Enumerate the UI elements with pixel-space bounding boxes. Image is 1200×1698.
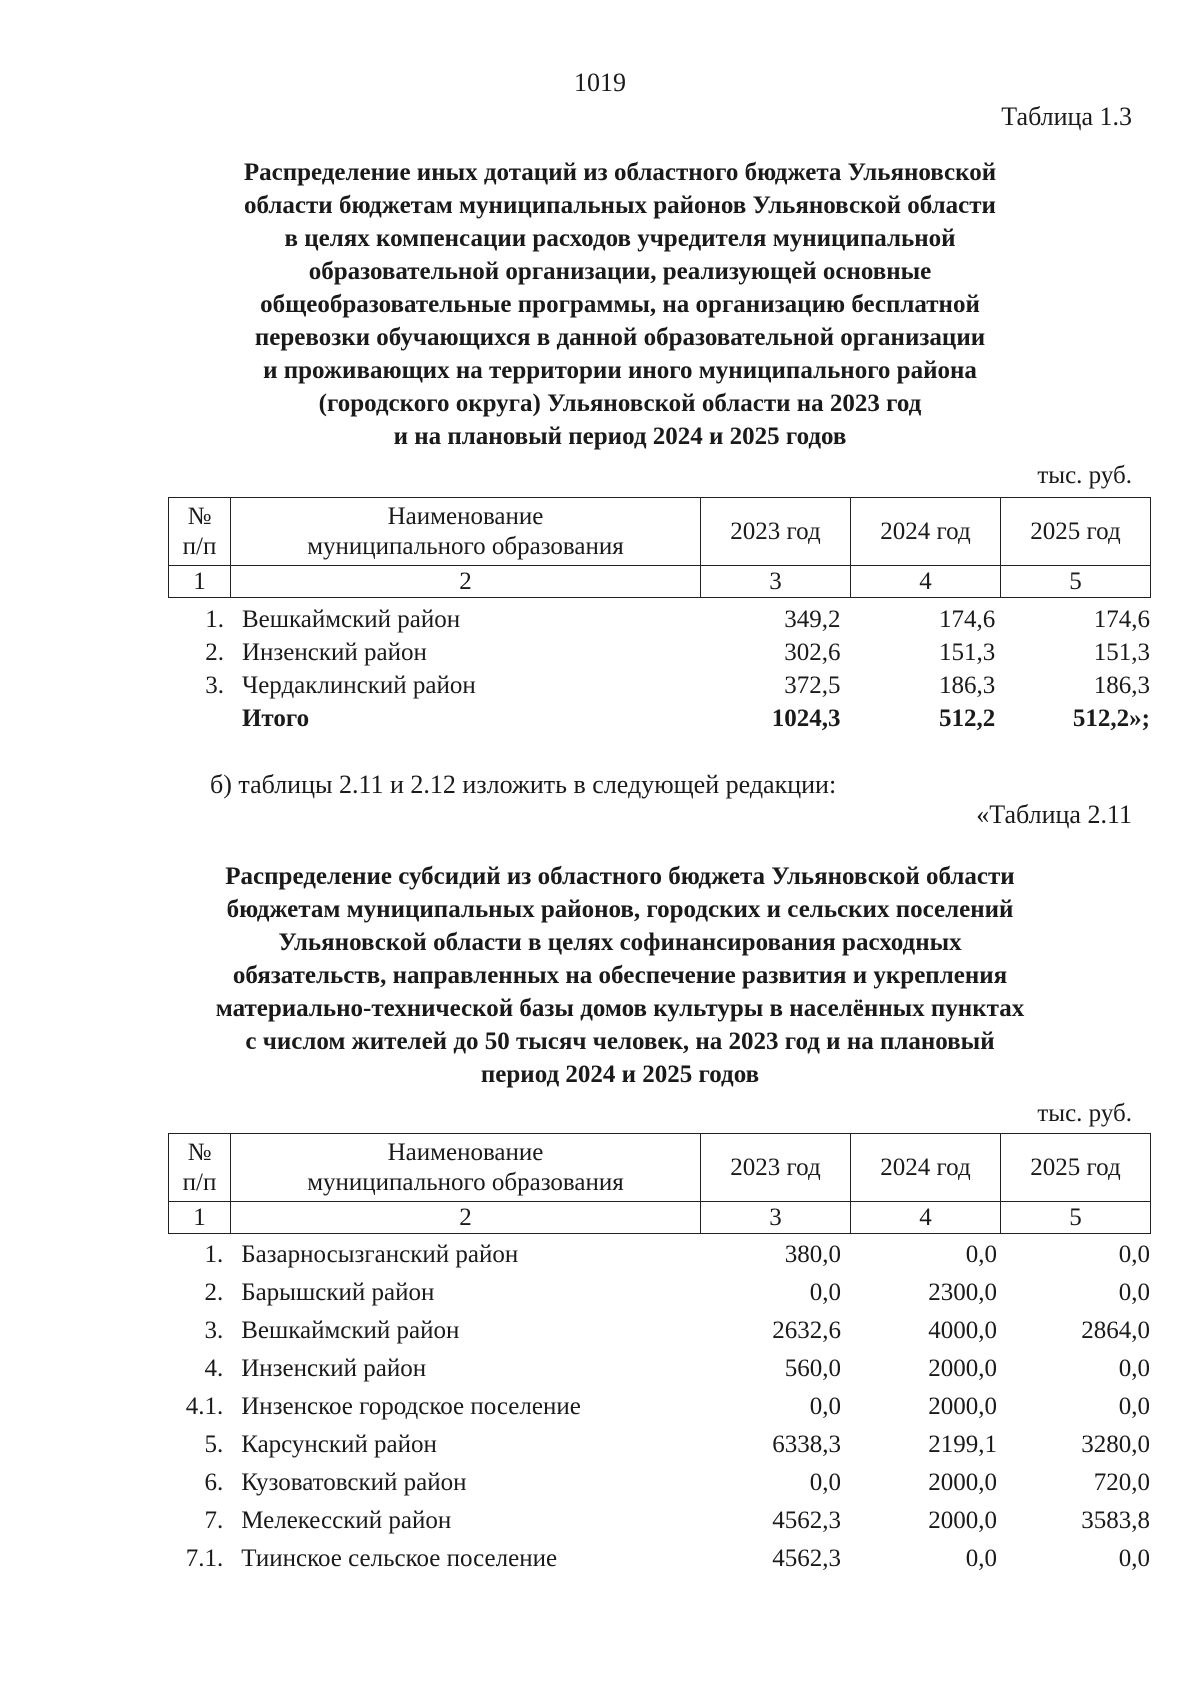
row-2024: 2300,0 xyxy=(928,1279,998,1306)
row-name: Кузоватовский район xyxy=(241,1469,467,1496)
row-num: 2. xyxy=(204,1279,224,1306)
table2-title xyxy=(140,860,1100,1091)
row-2025: 151,3 xyxy=(1093,638,1150,666)
title-line: и на плановый период 2024 и 2025 годов xyxy=(393,423,847,450)
row-name: Инзенский район xyxy=(241,1355,427,1382)
total-name: Итого xyxy=(241,704,310,732)
header-index: 1 xyxy=(169,566,231,598)
table-row xyxy=(168,669,1150,702)
header-num-line: № xyxy=(187,1138,212,1166)
title-line: Ульяновской области в целях софинансирования расходных xyxy=(278,929,962,956)
row-2024: 2000,0 xyxy=(928,1393,998,1420)
units-label: тыс. руб. xyxy=(1037,1100,1132,1127)
row-2023: 372,5 xyxy=(784,671,841,699)
row-num: 5. xyxy=(204,1431,224,1458)
row-2023: 0,0 xyxy=(809,1469,841,1496)
row-2025: 3583,8 xyxy=(1081,1507,1150,1534)
total-row xyxy=(168,702,1150,735)
row-name: Базарносызганский район xyxy=(241,1241,519,1268)
intro-text: б) таблицы 2.11 и 2.12 изложить в следующей редакции: xyxy=(210,770,837,799)
table-row xyxy=(168,1502,1150,1540)
row-2023: 349,2 xyxy=(784,605,841,633)
row-2024: 0,0 xyxy=(965,1545,998,1572)
title-line: области бюджетам муниципальных районов Ульяновской области xyxy=(244,192,996,219)
row-2025: 0,0 xyxy=(1118,1241,1150,1268)
table1-body xyxy=(168,603,1150,735)
row-name: Вешкаймский район xyxy=(241,605,461,633)
row-num: 6. xyxy=(204,1469,224,1496)
header-name xyxy=(231,1134,701,1202)
row-num: 1. xyxy=(204,1241,224,1268)
row-2025: 3280,0 xyxy=(1081,1431,1150,1458)
row-num: 1. xyxy=(205,605,224,633)
header-index: 2 xyxy=(231,1202,701,1234)
row-2023: 4562,3 xyxy=(772,1507,841,1534)
table-row xyxy=(168,1312,1150,1350)
row-num: 7.1. xyxy=(185,1545,224,1572)
table-row xyxy=(168,1388,1150,1426)
row-num: 2. xyxy=(205,638,224,666)
row-name: Тиинское сельское поселение xyxy=(241,1545,558,1572)
table-row xyxy=(168,1236,1150,1274)
header-num xyxy=(169,498,231,566)
header-num-line: № xyxy=(187,502,212,530)
row-name: Барышский район xyxy=(241,1279,435,1306)
table-row xyxy=(168,1274,1150,1312)
table2-body xyxy=(168,1236,1150,1578)
row-name: Карсунский район xyxy=(241,1431,437,1458)
header-name-line: Наименование xyxy=(387,502,544,530)
title-line: (городского округа) Ульяновской области на 2023 год xyxy=(318,390,922,417)
row-2023: 380,0 xyxy=(784,1241,841,1268)
table-row xyxy=(168,636,1150,669)
row-name: Чердаклинский район xyxy=(241,671,476,699)
row-num: 3. xyxy=(204,1317,224,1344)
title-line: образовательной организации, реализующей основные xyxy=(308,258,932,285)
header-index: 4 xyxy=(851,1202,1001,1234)
table-label-2-11: «Таблица 2.11 xyxy=(976,800,1132,829)
title-line: Распределение иных дотаций из областного бюджета Ульяновской xyxy=(243,159,997,186)
row-name: Инзенский район xyxy=(241,638,427,666)
row-2023: 0,0 xyxy=(809,1393,841,1420)
title-line: и проживающих на территории иного муниципального района xyxy=(263,357,977,384)
header-2023: 2023 год xyxy=(701,498,851,566)
table-row xyxy=(168,1426,1150,1464)
header-index: 5 xyxy=(1001,1202,1151,1234)
row-2024: 4000,0 xyxy=(928,1317,998,1344)
table-row xyxy=(168,1350,1150,1388)
row-2023: 560,0 xyxy=(784,1355,841,1382)
title-line: с числом жителей до 50 тысяч человек, на 2023 год и на плановый xyxy=(245,1028,995,1055)
header-index: 4 xyxy=(851,566,1001,598)
units-label: тыс. руб. xyxy=(1037,462,1132,489)
title-line: период 2024 и 2025 годов xyxy=(480,1061,760,1088)
header-2024: 2024 год xyxy=(851,498,1001,566)
row-2024: 2199,1 xyxy=(928,1431,998,1458)
row-2025: 0,0 xyxy=(1118,1393,1150,1420)
table-row xyxy=(168,603,1150,636)
header-index: 3 xyxy=(701,1202,851,1234)
row-2024: 186,3 xyxy=(939,671,996,699)
title-line: общеобразовательные программы, на организацию бесплатной xyxy=(260,291,980,318)
row-2024: 174,6 xyxy=(939,605,996,633)
row-2025: 186,3 xyxy=(1093,671,1150,699)
total-2023: 1024,3 xyxy=(771,704,841,732)
title-line: бюджетам муниципальных районов, городских и сельских поселений xyxy=(226,896,1014,923)
row-name: Инзенское городское поселение xyxy=(241,1393,581,1420)
row-2023: 302,6 xyxy=(784,638,841,666)
row-2024: 2000,0 xyxy=(928,1469,998,1496)
table2-header xyxy=(168,1133,1151,1234)
table1-header xyxy=(168,497,1151,598)
row-2025: 174,6 xyxy=(1093,605,1150,633)
row-name: Вешкаймский район xyxy=(241,1317,460,1344)
row-2025: 0,0 xyxy=(1118,1545,1150,1572)
row-2025: 0,0 xyxy=(1118,1279,1150,1306)
header-2024: 2024 год xyxy=(851,1134,1001,1202)
row-2025: 0,0 xyxy=(1118,1355,1150,1382)
header-name-line: муниципального образования xyxy=(307,532,624,560)
row-2024: 0,0 xyxy=(965,1241,998,1268)
title-line: обязательств, направленных на обеспечение развития и укрепления xyxy=(232,962,1008,989)
row-num: 7. xyxy=(204,1507,224,1534)
title-line: Распределение субсидий из областного бюджета Ульяновской области xyxy=(225,863,1015,890)
row-num: 3. xyxy=(205,671,224,699)
table1-title xyxy=(150,156,1090,453)
row-2024: 2000,0 xyxy=(928,1355,998,1382)
header-num-line: п/п xyxy=(182,1168,217,1196)
row-2024: 2000,0 xyxy=(928,1507,998,1534)
row-name: Мелекесский район xyxy=(241,1507,452,1534)
header-num-line: п/п xyxy=(182,532,217,560)
header-2023: 2023 год xyxy=(701,1134,851,1202)
header-index: 2 xyxy=(231,566,701,598)
page-number: 1019 xyxy=(574,68,626,97)
row-num: 4. xyxy=(204,1355,224,1382)
row-2025: 720,0 xyxy=(1093,1469,1150,1496)
header-name xyxy=(231,498,701,566)
row-num: 4.1. xyxy=(185,1393,224,1420)
title-line: в целях компенсации расходов учредителя муниципальной xyxy=(284,225,956,252)
header-index: 5 xyxy=(1001,566,1151,598)
table-row xyxy=(168,1540,1150,1578)
row-2023: 0,0 xyxy=(809,1279,841,1306)
row-2024: 151,3 xyxy=(939,638,996,666)
table-label-1-3: Таблица 1.3 xyxy=(1001,102,1132,131)
total-num xyxy=(168,702,232,735)
title-line: перевозки обучающихся в данной образовательной организации xyxy=(254,324,986,351)
row-2023: 4562,3 xyxy=(772,1545,841,1572)
header-name-line: муниципального образования xyxy=(307,1168,624,1196)
header-2025: 2025 год xyxy=(1001,498,1151,566)
header-index: 1 xyxy=(169,1202,231,1234)
row-2025: 2864,0 xyxy=(1081,1317,1150,1344)
row-2023: 6338,3 xyxy=(772,1431,841,1458)
total-2025: 512,2»; xyxy=(1072,704,1150,732)
row-2023: 2632,6 xyxy=(772,1317,841,1344)
header-2025: 2025 год xyxy=(1001,1134,1151,1202)
title-line: материально-технической базы домов культуры в населённых пунктах xyxy=(215,995,1025,1022)
table-row xyxy=(168,1464,1150,1502)
header-num xyxy=(169,1134,231,1202)
header-index: 3 xyxy=(701,566,851,598)
total-2024: 512,2 xyxy=(939,704,996,732)
header-name-line: Наименование xyxy=(387,1138,544,1166)
